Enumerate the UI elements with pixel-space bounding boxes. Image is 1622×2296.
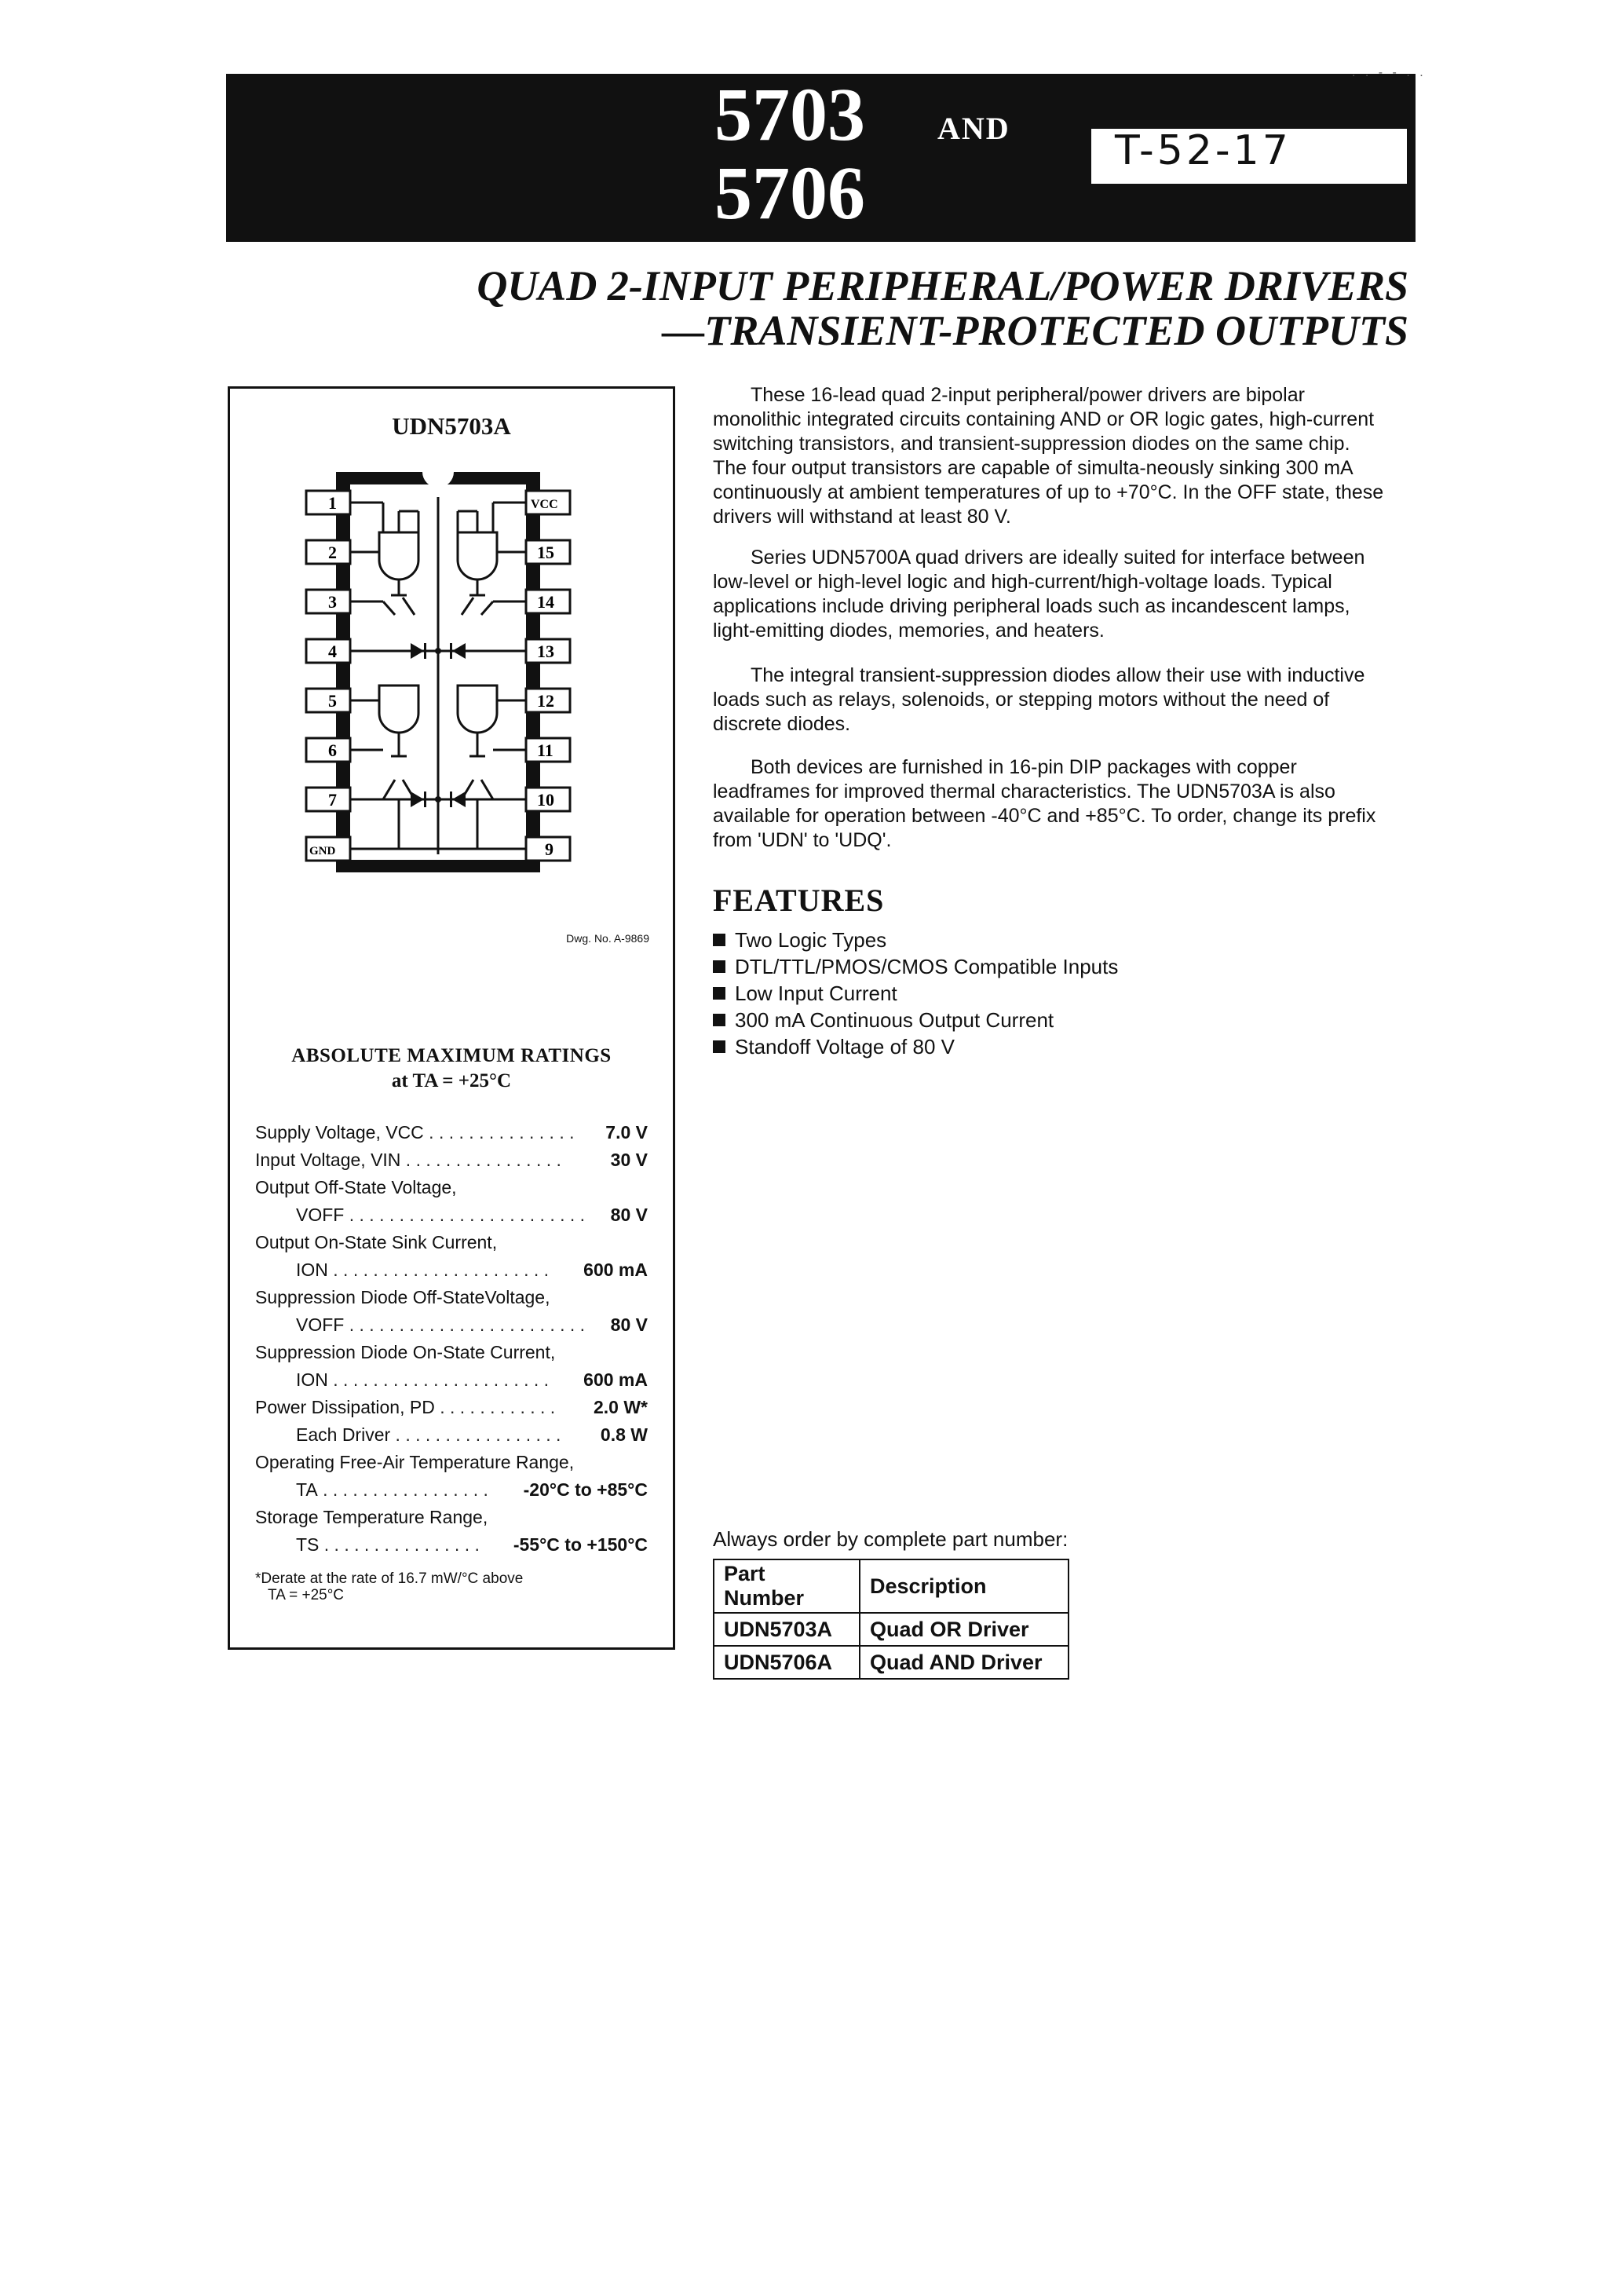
drawing-number: Dwg. No. A-9869 — [566, 932, 649, 945]
rating-row: ION . . . . . . . . . . . . . . . . . . . . . . 600 mA — [296, 1260, 648, 1280]
table-header-row — [714, 1559, 1069, 1613]
pin-2-label: 2 — [328, 543, 337, 562]
table-cell-description: Quad AND Driver — [860, 1646, 1069, 1679]
pin-12-label: 12 — [537, 691, 554, 711]
derate-note: *Derate at the rate of 16.7 mW/°C above — [255, 1570, 524, 1587]
scan-specks: . . - - . . — [1352, 66, 1427, 79]
bullet-square-icon — [713, 1040, 725, 1053]
features-heading: FEATURES — [713, 883, 885, 918]
feature-item: Low Input Current — [713, 980, 1118, 1007]
features-list — [713, 927, 1118, 1060]
pin-gnd-label: GND — [309, 845, 336, 857]
rating-row: Suppression Diode Off-StateVoltage, — [255, 1287, 550, 1307]
pin-3-label: 3 — [328, 592, 337, 612]
bullet-square-icon — [713, 987, 725, 1000]
table-cell-part: UDN5706A — [714, 1646, 860, 1679]
ordering-caption: Always order by complete part number: — [713, 1527, 1069, 1551]
rating-row: TS . . . . . . . . . . . . . . . . -55°C to +150°C — [296, 1534, 648, 1555]
rating-row: Output On-State Sink Current, — [255, 1232, 498, 1252]
table-cell-description: Quad OR Driver — [860, 1613, 1069, 1646]
rating-row: Storage Temperature Range, — [255, 1507, 488, 1527]
header-and: AND — [937, 111, 1010, 146]
description-paragraph-1: These 16-lead quad 2-input peripheral/power drivers are bipolar monolithic integrated circuits containing AND or OR logic gates, high-current switching transistors, and transient-suppression diodes on the same chip. The four output transistors are capable of simulta-neously sinking 300 mA continuously at ambient temperatures of up to +70°C. In the OFF state, these drivers will withstand at least 80 V. — [713, 384, 1384, 528]
pin-5-label: 5 — [328, 691, 337, 711]
package-name: UDN5703A — [392, 412, 511, 440]
rating-row: ION . . . . . . . . . . . . . . . . . . . . . . 600 mA — [296, 1369, 648, 1390]
feature-item: Two Logic Types — [713, 927, 1118, 953]
pin-vcc-label: VCC — [531, 498, 558, 511]
description-paragraph-2: Series UDN5700A quad drivers are ideally suited for interface between low-level or high-level logic and high-current/high-voltage loads. Typical applications include driving peripheral loads such as incandescent lamps, light-emitting diodes, memories, and heaters. — [713, 547, 1365, 642]
pin-15-label: 15 — [537, 543, 554, 562]
rating-row: VOFF . . . . . . . . . . . . . . . . . . . . . . . . 80 V — [296, 1314, 648, 1335]
table-cell-part: UDN5703A — [714, 1613, 860, 1646]
rating-row: Supply Voltage, VCC . . . . . . . . . . . . . . . 7.0 V — [255, 1122, 648, 1143]
feature-item: DTL/TTL/PMOS/CMOS Compatible Inputs — [713, 953, 1118, 980]
pin-13-label: 13 — [537, 642, 554, 661]
rating-row: Power Dissipation, PD . . . . . . . . . . . . 2.0 W* — [255, 1397, 648, 1417]
pin-7-label: 7 — [328, 790, 337, 810]
part-number-5703: 5703 — [714, 72, 865, 156]
rating-row: Suppression Diode On-State Current, — [255, 1342, 556, 1362]
rating-row: VOFF . . . . . . . . . . . . . . . . . . . . . . . . 80 V — [296, 1205, 648, 1225]
bullet-square-icon — [713, 934, 725, 946]
rating-row: TA . . . . . . . . . . . . . . . . . -20°C to +85°C — [296, 1479, 648, 1500]
ratings-list — [255, 1119, 648, 1559]
table-row — [714, 1613, 1069, 1646]
pin-10-label: 10 — [537, 790, 554, 810]
pin-1-label: 1 — [328, 493, 337, 513]
part-number-5706: 5706 — [714, 151, 865, 235]
page-title-line1: QUAD 2-INPUT PERIPHERAL/POWER DRIVERS — [477, 262, 1408, 309]
description-paragraph-4: Both devices are furnished in 16-pin DIP packages with copper leadframes for improved thermal characteristics. The UDN5703A is also available for operation between -40°C and +85°C. To order, change its prefix from 'UDN' to 'UDQ'. — [713, 756, 1376, 851]
table-header-description: Description — [860, 1559, 1069, 1613]
bullet-square-icon — [713, 1014, 725, 1026]
pin-9-label: 9 — [545, 839, 553, 859]
rating-row: Each Driver . . . . . . . . . . . . . . . . . 0.8 W — [296, 1424, 648, 1445]
part-number-table — [713, 1559, 1069, 1680]
pin-4-label: 4 — [328, 642, 337, 661]
pin-6-label: 6 — [328, 740, 337, 760]
pin-14-label: 14 — [537, 592, 554, 612]
description-paragraph-3: The integral transient-suppression diodes allow their use with inductive loads such as relays, solenoids, or stepping motors without the need of discrete diodes. — [713, 664, 1365, 735]
pinout-ratings-box — [228, 386, 675, 1650]
handwritten-code: T-52-17 — [1115, 127, 1291, 174]
bullet-square-icon — [713, 960, 725, 973]
feature-item: 300 mA Continuous Output Current — [713, 1007, 1118, 1033]
feature-item: Standoff Voltage of 80 V — [713, 1033, 1118, 1060]
rating-row: Operating Free-Air Temperature Range, — [255, 1452, 575, 1472]
pin-11-label: 11 — [537, 740, 553, 760]
rating-row: Output Off-State Voltage, — [255, 1177, 457, 1197]
derate-note-temp: TA = +25°C — [268, 1587, 345, 1603]
ratings-heading: ABSOLUTE MAXIMUM RATINGS — [291, 1045, 612, 1066]
rating-row: Input Voltage, VIN . . . . . . . . . . . . . . . . 30 V — [255, 1150, 648, 1170]
table-header-part: Part Number — [714, 1559, 860, 1613]
table-row — [714, 1646, 1069, 1679]
page-title-line2: —TRANSIENT-PROTECTED OUTPUTS — [662, 307, 1408, 354]
ratings-subheading: at TA = +25°C — [391, 1070, 512, 1091]
dip-pinout-diagram — [305, 450, 603, 890]
